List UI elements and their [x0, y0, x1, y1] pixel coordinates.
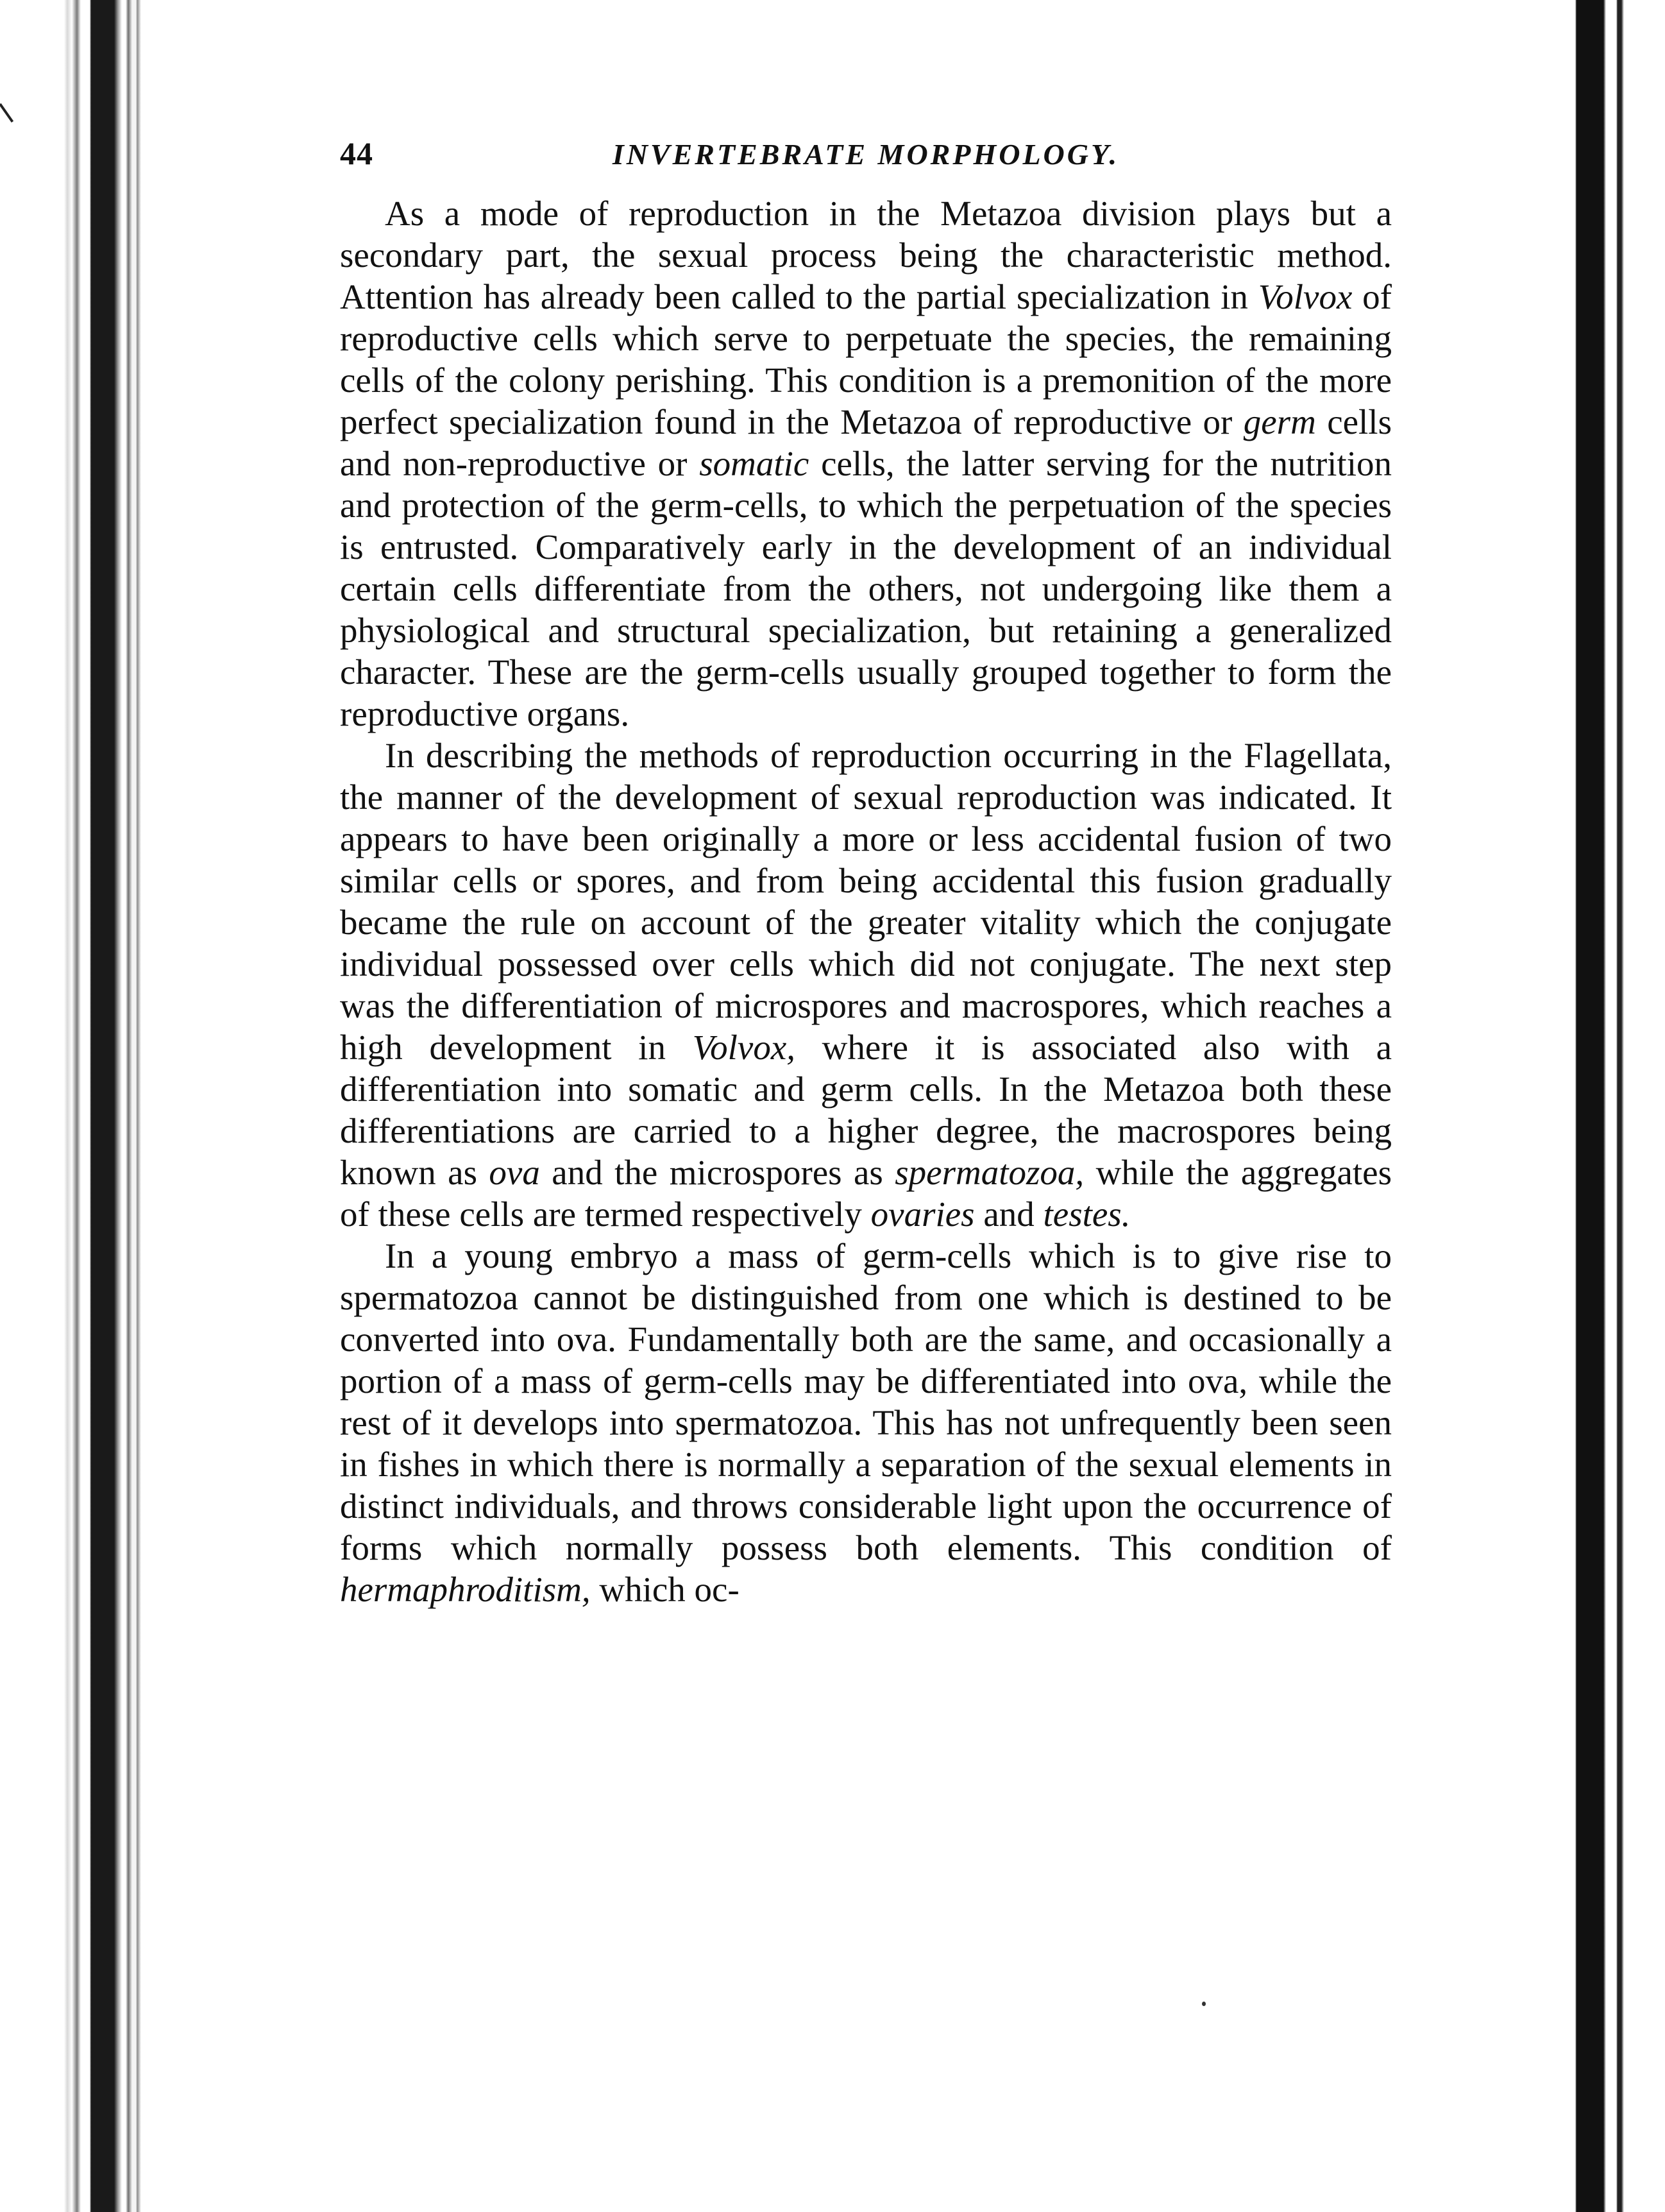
text-run: As a mode of reproduction in the Metazoa division plays but a secondary part, the sexual process being the characteristic method. Attention has already been called to the partial specialization in	[340, 194, 1392, 316]
text-run: In a young embryo a mass of germ-cells which is to give rise to spermatozoa cannot be distinguished from one which is destined to be converted into ova. Fundamentally both are the same, and occasionally a portion of a mass of germ-cells may be differentiated into ova, while the rest of it develops into spermatozoa. This has not unfrequently been seen in fishes in which there is normally a separation of the sexual elements in distinct individuals, and throws considerable light upon the occurrence of forms which normally possess both elements. This condition of	[340, 1236, 1392, 1567]
body-text	[340, 192, 1392, 1610]
page-binding-edge	[0, 0, 148, 2212]
scan-speck	[1202, 2002, 1206, 2006]
text-run: and the microspores as	[539, 1153, 895, 1192]
text-run: while the aggregates of these cells are termed respectively	[340, 1153, 1392, 1234]
italic-term: Volvox,	[692, 1028, 795, 1067]
italic-term: spermatozoa,	[895, 1153, 1085, 1192]
paragraph	[340, 1235, 1392, 1610]
text-run: and	[974, 1195, 1044, 1234]
text-run: cells and non-reproductive or	[340, 402, 1392, 483]
binding-mark	[0, 103, 13, 123]
italic-term: ovaries	[870, 1195, 975, 1234]
italic-term: germ	[1243, 402, 1316, 441]
text-run: of reproductive cells which serve to perpetuate the species, the remaining cells of the colony perishing. This condition is a premonition of the more perfect specialization found in the Metazoa of reproductive or	[340, 277, 1392, 441]
italic-term: Volvox	[1258, 277, 1353, 316]
text-run: In describing the methods of reproduction occurring in the Flagellata, the manner of the development of sexual reproduction was indicated. It appears to have been originally a more or less accidental fusion of two similar cells or spores, and from being accidental this fusion gradually became the rule on account of the greater vitality which the conjugate individual possessed over cells which did not conjugate. The next step was the differentiation of microspores and macrospores, which reaches a high development in	[340, 736, 1392, 1067]
italic-term: hermaphroditism,	[340, 1570, 591, 1609]
adjacent-page-edge	[1569, 0, 1665, 2212]
running-title: INVERTEBRATE MORPHOLOGY.	[612, 138, 1120, 171]
book-page	[340, 135, 1392, 1610]
paragraph	[340, 735, 1392, 1235]
text-run: which oc-	[590, 1570, 740, 1609]
italic-term: ova	[489, 1153, 540, 1192]
paragraph	[340, 192, 1392, 735]
text-run: cells, the latter serving for the nutrition and protection of the germ-cells, to which the perpetuation of the species is entrusted. Comparatively early in the development of an individual certain cells differentiate from the others, not undergoing like them a physiological and structural specialization, but retaining a generalized character. These are the germ-cells usually grouped together to form the reproductive organs.	[340, 444, 1392, 733]
italic-term: testes.	[1043, 1195, 1131, 1234]
text-run: where it is associated also with a differentiation into somatic and germ cells. In the Metazoa both these differentiations are carried to a higher degree, the macrospores being known as	[340, 1028, 1392, 1192]
page-header	[340, 135, 1392, 192]
italic-term: somatic	[699, 444, 809, 483]
page-number: 44	[340, 135, 373, 171]
